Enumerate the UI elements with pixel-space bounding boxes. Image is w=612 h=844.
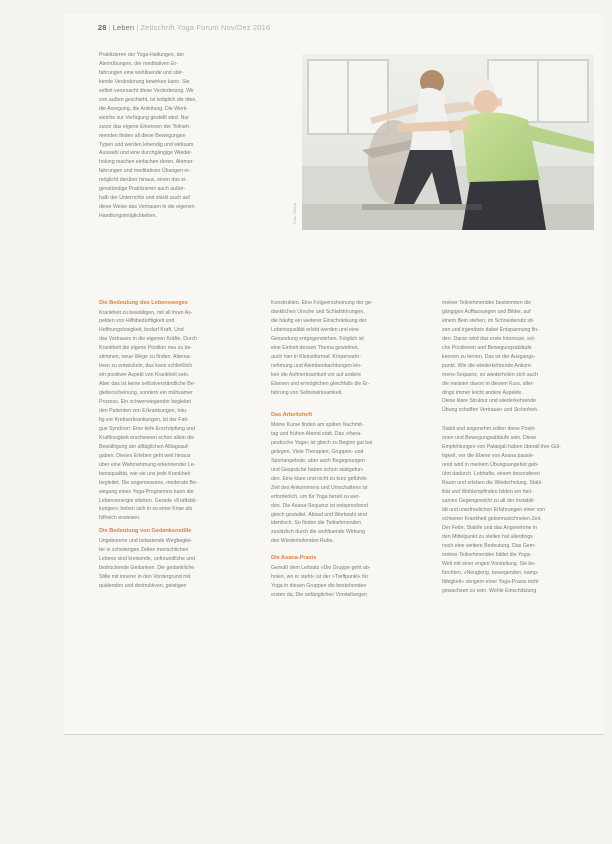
text-line: kende Veränderung bewirken kann. Sie xyxy=(99,78,190,85)
text-line: Lebens sind kreisende, unfreundliche und xyxy=(99,555,196,562)
running-header: 28 | Leben | Zeitschrift Yoga Forum Nov/Dez 2016 xyxy=(98,23,271,32)
text-line: fahrungen und meditativen Übungen er- xyxy=(99,168,191,175)
text-line: tiven zu entwickeln, das kann schließlich xyxy=(99,363,193,370)
text-line: und Gespräche haben schon stattgefun- xyxy=(271,466,364,473)
text-line: tigkeit, vor die Ebene von Asana passie- xyxy=(442,453,535,460)
text-line: Empfehlungen von Patanjali haben überall ihre Gül- xyxy=(442,444,561,451)
text-line: Typen und werden lebendig und wirksam. xyxy=(99,141,195,148)
text-line: fürchten, »Neugierig, bewegenden, kamp- xyxy=(442,569,539,576)
text-line: zuvor das eigene Erkennen der Teilneh- xyxy=(99,123,191,130)
text-line: Stabil und angenehm sollen diese Positi- xyxy=(442,426,536,433)
text-line: Ungeborene und belastende Wegbeglei- xyxy=(99,537,193,544)
photo-credit: Foto: iStock xyxy=(292,202,297,224)
text-line: fahrungen eine wohltuende und stär- xyxy=(99,69,184,76)
text-line: Welt mit einer engen Vorstellung. Sie be- xyxy=(442,560,536,567)
text-line: nehmung und Atembeobachtungen len- xyxy=(271,362,362,369)
text-line: gleich gestaltet. Ablauf und Wortwahl sind xyxy=(271,511,367,518)
text-line: Auswahl und eine durchgängige Wieder- xyxy=(99,150,193,157)
text-line: Praktizieren der Yoga-Haltungen, der xyxy=(99,52,185,58)
text-line: quälenden und destruktiven, geistigen xyxy=(99,582,187,589)
text-line: Übung schaffen Vertrauen und Sicherheit. xyxy=(442,407,539,414)
text-line: ersten da, Die anfänglichen Vorstellungen xyxy=(271,591,368,598)
text-line: holen, wo er steht« ist der »Treffpunkt« für xyxy=(271,573,369,580)
column-3 xyxy=(442,299,597,596)
text-line: diese Weise das Vertrauen in die eigenen xyxy=(99,204,195,211)
text-line: Hoffnungslosigkeit, bedarf Kraft, Und xyxy=(99,327,184,334)
text-line: fähigkeit« steigern einer Yoga-Praxis nicht xyxy=(442,578,539,585)
text-line: kennen zu lernen. Das ist der Ausgangs- xyxy=(442,353,536,360)
text-line: Gemäß dem Leitsatz »Die Gruppe geht ab- xyxy=(271,564,371,571)
text-line: Meine Kurse finden am späten Nachmit- xyxy=(271,421,364,428)
text-line: gleiterscheinung, sondern ein mühsamer xyxy=(99,390,193,397)
text-line: gelegen. Viele Therapien, Gruppen- und xyxy=(271,448,364,455)
text-line: Krankheit die eigene Position neu zu be- xyxy=(99,345,193,352)
text-line: Diese klare Struktur und wiederkehrende xyxy=(442,398,537,405)
text-line: dings immer leicht andere Aspekte. xyxy=(442,389,523,396)
text-line: kungen« heben sich in so einer Krise als xyxy=(99,506,193,513)
text-line: che Positionen und Bewegungsabläufe xyxy=(442,344,532,351)
text-line: rend wird in meinem Übungsangebot geb- xyxy=(442,462,539,469)
text-line: hilfreich erwiesen. xyxy=(99,515,141,522)
text-line: von außen geschieht, ist lediglich die Idee, xyxy=(99,96,197,103)
text-line: Kraftlosigkeit erschweren schon allein die xyxy=(99,434,195,441)
text-line: wegung eines Yoga-Programms kann die xyxy=(99,488,194,495)
text-line: Der Fette, Stabile und das Angenehme in xyxy=(442,524,537,531)
text-line: ter in schwierigen Zeiten menschlichen xyxy=(99,546,189,553)
text-line: Krankheit zu bewältigen, mit all ihren As- xyxy=(99,309,193,316)
text-line: Lebensqualität erlebt werden und eine xyxy=(271,326,359,333)
text-line: onen und Bewegungsabläufe sein. Diese xyxy=(442,435,537,442)
heading-gedankenstille: Die Bedeutung von Gedankenstille xyxy=(99,528,192,535)
text-line: die häufig ein weiterer Einschränkung der xyxy=(271,317,367,324)
section-label: Leben xyxy=(112,23,135,32)
text-line: fahrung von Selbstwirksamkeit. xyxy=(271,389,343,396)
text-line: den. Die Asana-Sequenz ist entsprechend xyxy=(271,502,368,509)
text-line: identisch. So finden die Teilnehmenden xyxy=(271,520,362,527)
column-1 xyxy=(99,299,265,591)
text-line: schwerer Krankheit gekennzeichneten Zeit. xyxy=(442,515,542,522)
text-line: Aber das ist keine selbstverständliche Be- xyxy=(99,381,196,388)
text-line: menden finden all diese Bewegungen xyxy=(99,132,186,139)
text-line: tag und frühen Abend statt. Das »thera- xyxy=(271,430,362,437)
column-2 xyxy=(271,299,436,600)
text-line: zen und irgendwie dabei Entspannung fin- xyxy=(442,326,539,333)
page-number: 28 xyxy=(98,23,107,32)
text-line: Ebenen und ermöglichen gleichfalls die Er- xyxy=(271,380,370,387)
magazine-page xyxy=(64,14,604,734)
text-line: des Wiederholenden Ruhe. xyxy=(271,538,334,545)
text-line: pekten von Hilfsbedürftigkeit und xyxy=(99,318,175,325)
text-line: ein positiver Aspekt von Krankheit sein. xyxy=(99,372,190,379)
text-line: peutische Yoga« ist gleich zu Beginn gut bei xyxy=(271,439,373,446)
text-line: Sportangebote, aber auch Begegnungen xyxy=(271,457,365,464)
text-line: Prozess. Ein schwerwiegender begleitet xyxy=(99,399,191,406)
text-line: Zeit des Ankommens und Umschaltens ist xyxy=(271,484,368,491)
heading-asana-praxis: Die Asana-Praxis xyxy=(271,555,317,562)
text-line: gue Syndrom: Eine tiefe Erschöpfung und xyxy=(99,425,196,432)
text-line: den. Daran wird das erste Interesse, sol- xyxy=(442,335,536,342)
text-line: danklichen Unruhe und Schlafstörungen, xyxy=(271,308,365,315)
text-line: stimmen, neue Wege zu finden. Alterna- xyxy=(99,354,192,361)
text-line: Bewältigung der alltäglichen Alltagsauf- xyxy=(99,443,190,450)
text-line: sames Gegengewicht zu all der Instabili- xyxy=(442,498,536,505)
text-line: Stille mit innerer in den Vordergrund mit xyxy=(99,573,191,580)
text-line: welche zur Verfügung gestellt wird. Nur xyxy=(99,114,189,121)
publication-title: Zeitschrift Yoga Forum Nov/Dez 2016 xyxy=(140,23,271,32)
text-line: fig vor Krebserkrankungen, ist der Fati- xyxy=(99,416,189,423)
text-line: Yoga in diesen Gruppen die bestehenden xyxy=(271,582,367,589)
heading-arbeitsheft: Das Arbeitsheft xyxy=(271,412,313,419)
text-line: über eine Wahrnehmung erkennender Le- xyxy=(99,461,196,468)
text-line: ührt dadurch. Lebhafte, einem besonderen xyxy=(442,471,541,478)
text-line: Lebensenergie stärken. Gerade »Kraftstär- xyxy=(99,497,198,504)
text-line: Atemübungen, der meditativen Er- xyxy=(99,60,179,67)
text-line: ken die Aufmerksamkeit vor auf andere xyxy=(271,371,361,378)
yoga-class-photo xyxy=(302,54,594,230)
text-line: noch eine weitere Bedeutung. Das Gem- xyxy=(442,542,536,549)
yoga-class-illustration xyxy=(302,54,594,230)
text-line: den Patienten von Erkrankungen, häu- xyxy=(99,407,188,414)
text-line: begleitet. Die angemessene, moderate Be- xyxy=(99,479,198,486)
text-line: Konstrukten. Eine Folgeerscheinung der ge- xyxy=(271,300,373,306)
text-line: erforderlich, um für Yoga bereit zu wer- xyxy=(271,493,361,500)
text-line: meiner Teilnehmenden bildet die Yoga- xyxy=(442,551,532,558)
text-line: mens-Sequenz, so wiederholen sich auch xyxy=(442,371,539,378)
heading-lebensweg: Die Bedeutung des Lebensweges xyxy=(99,300,188,306)
text-line: einem Bein stehen, im Schneidersitz sit- xyxy=(442,317,535,324)
text-line: Raum und erleben die Wiederholung. Stabi- xyxy=(442,480,543,487)
text-line: auch hier in Kleinstformat: Körperwahr- xyxy=(271,353,361,360)
text-line: Gesundung entgegenstehen. Folglich ist xyxy=(271,335,364,342)
text-line: gängigen Auffassungen und Bilder, auf xyxy=(442,308,531,315)
text-line: bedrückende Gedanken. Die gedankliche xyxy=(99,564,195,571)
text-line: punkt. Wie die wiederkehrende Ankom- xyxy=(442,362,533,369)
text-line: lität und Wohlempfinden bilden ein heil- xyxy=(442,489,533,496)
intro-column xyxy=(99,51,292,221)
text-line: möglicht darüber hinaus, einen das ei- xyxy=(99,177,187,184)
text-line: bensqualität, wie sie uns jede Krankheit xyxy=(99,470,191,477)
text-line: gewachsen zu sein. Wohle Einschätzung xyxy=(442,587,537,594)
text-line: eine Einheit dessen Thema gewidmet, xyxy=(271,344,359,351)
text-line: tät und unerfreulichen Erfahrungen einer von xyxy=(442,506,545,513)
text-line: den. Eine klare und nicht zu kurz geführte xyxy=(271,475,367,482)
text-line: die Anregung, die Anleitung. Die Werk- xyxy=(99,105,189,112)
text-line: halb der Unterrichts und stärkt auch auf xyxy=(99,195,190,202)
text-line: holung machen einfachen deren. Atemer- xyxy=(99,159,195,166)
text-line: meiner Teilnehmenden bestimmten die xyxy=(442,300,532,306)
text-line: selbst verursacht diese Veränderung. Wir xyxy=(99,87,194,94)
text-line: das Vertrauen in die eigenen Kräfte. Durch xyxy=(99,336,198,343)
text-line: gaben. Dieses Erleben geht weit hinaus xyxy=(99,452,191,459)
text-line: zusätzlich durch die wohltuende Wirkung xyxy=(271,529,366,536)
text-line: Handlungsmöglichkeiten. xyxy=(99,213,157,220)
text-line: die meisten davon in diesem Kurs, aller- xyxy=(442,380,535,387)
text-line: den Mittelpunkt zu stellen hat allerdings xyxy=(442,533,533,540)
text-line: genständige Praktizieren auch außer- xyxy=(99,186,186,193)
